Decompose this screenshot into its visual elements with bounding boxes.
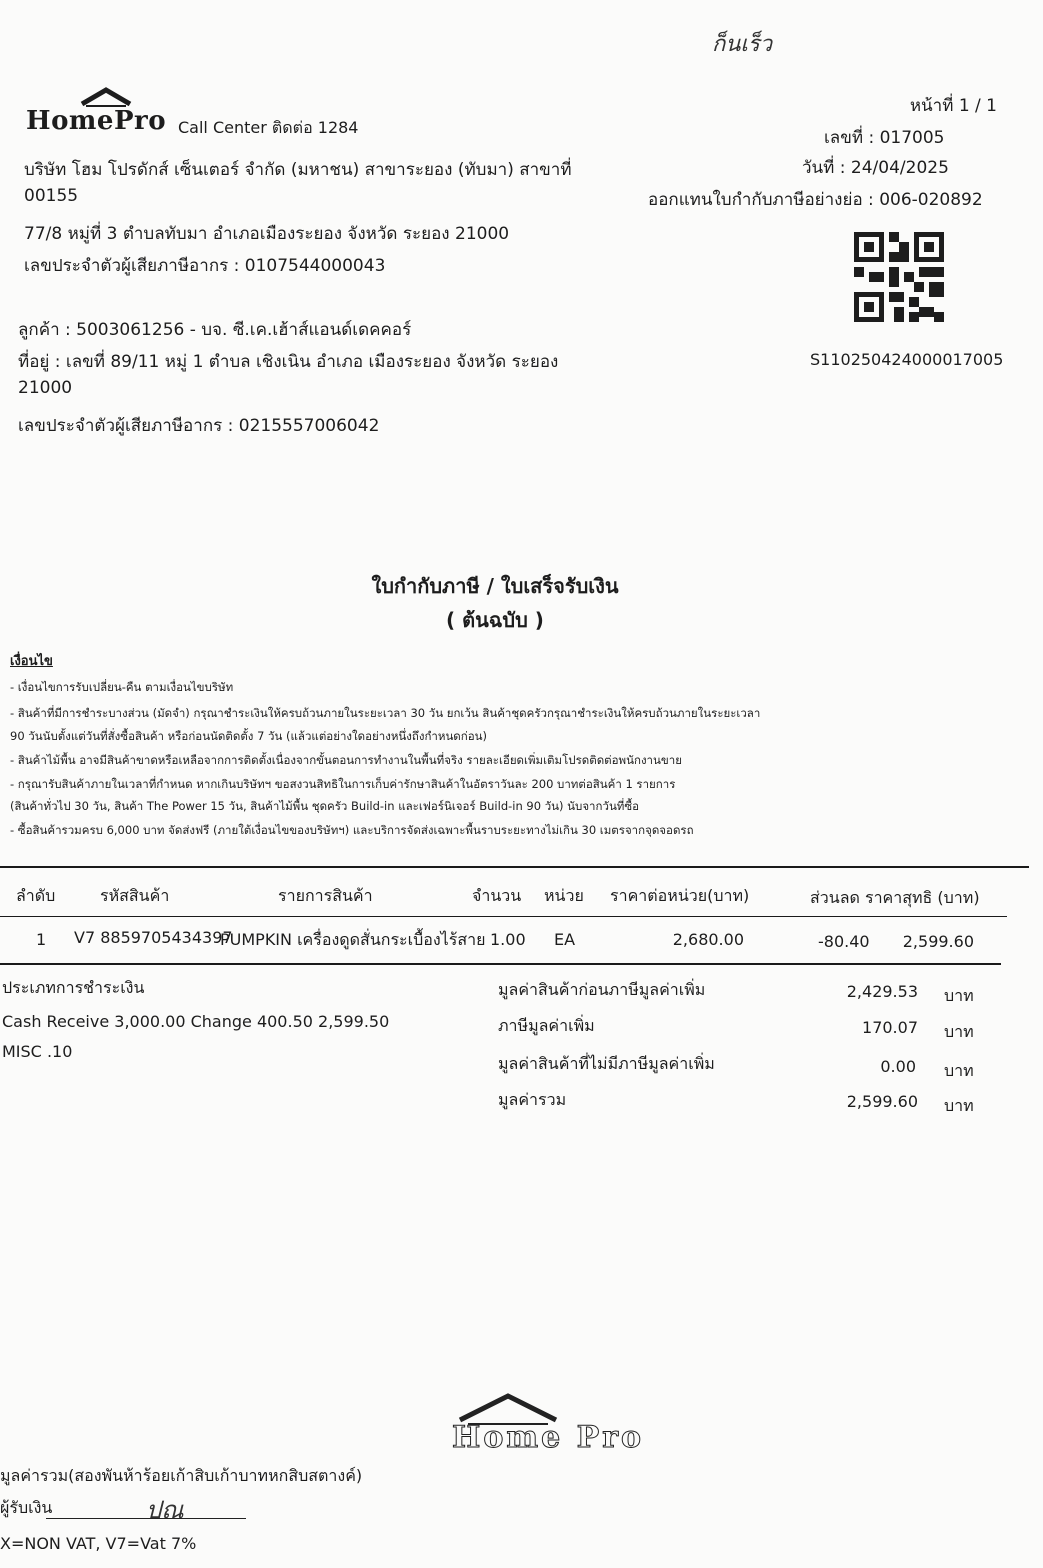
header-seq: ลำดับ	[16, 886, 56, 905]
receiver-signature: ปณ	[146, 1496, 184, 1524]
total-unit: บาท	[944, 1096, 974, 1115]
document-copy-type: ( ต้นฉบับ )	[446, 608, 544, 632]
total-unit: บาท	[944, 1061, 974, 1080]
row-desc: PUMPKIN เครื่องดูดสั่นกระเบื้องไร้สาย	[220, 930, 486, 949]
total-value-grand: 2,599.60	[846, 1092, 918, 1111]
table-header-rule	[0, 916, 1007, 917]
conditions-heading: เงื่อนไข	[10, 654, 53, 669]
row-price: 2,680.00	[672, 930, 744, 949]
customer-address: ที่อยู่ : เลขที่ 89/11 หมู่ 1 ตำบล เชิงเนิน อำเภอ เมืองระยอง จังหวัด ระยอง	[18, 352, 559, 372]
total-label-vat: ภาษีมูลค่าเพิ่ม	[498, 1016, 595, 1035]
table-top-rule	[0, 866, 1029, 868]
qr-code-text: S110250424000017005	[810, 350, 1004, 369]
header-unit: หน่วย	[544, 886, 584, 905]
total-value-vat: 170.07	[862, 1018, 918, 1037]
payment-misc: MISC .10	[2, 1042, 73, 1061]
row-seq: 1	[36, 930, 47, 949]
company-address: 77/8 หมู่ที่ 3 ตำบลทับมา อำเภอเมืองระยอง จังหวัด ระยอง 21000	[24, 224, 510, 244]
company-name: บริษัท โฮม โปรดักส์ เซ็นเตอร์ จำกัด (มหาชน) สาขาระยอง (ทับมา) สาขาที่	[24, 160, 572, 180]
row-net: 2,599.60	[902, 932, 974, 951]
condition-item: - สินค้าไม้พื้น อาจมีสินค้าขาดหรือเหลือจากการติดตั้งเนื่องจากขั้นตอนการทำงานในพื้นที่จริง รายละเอียดเพิ่มเติมโปรดติดต่อพนักงานขาย	[10, 753, 682, 767]
row-qty: 1.00	[490, 930, 526, 949]
condition-item: (สินค้าทั่วไป 30 วัน, สินค้า The Power 15 วัน, สินค้าไม้พื้น ชุดครัว Build-in และเฟอร์นิเจอร์ Build-in 90 วัน) นับจากวันที่ซื้อ	[10, 799, 640, 813]
condition-item: 90 วันนับตั้งแต่วันที่สั่งซื้อสินค้า หรือก่อนนัดติดตั้ง 7 วัน (แล้วแต่อย่างใดอย่างหนึ่งถึงกำหนดก่อน)	[10, 729, 487, 743]
logo-text: HomePro	[26, 106, 167, 136]
row-code: V7 8859705434397	[74, 928, 233, 947]
customer-postcode: 21000	[18, 378, 73, 398]
receiver-label: ผู้รับเงิน	[0, 1498, 53, 1517]
customer-name: ลูกค้า : 5003061256 - บจ. ซี.เค.เฮ้าส์แอนด์เดคคอร์	[18, 320, 412, 340]
total-label-before-vat: มูลค่าสินค้าก่อนภาษีมูลค่าเพิ่ม	[498, 980, 706, 999]
total-value-non-vat: 0.00	[880, 1057, 916, 1076]
payment-cash: Cash Receive 3,000.00 Change 400.50 2,599.50	[2, 1012, 390, 1031]
table-bottom-rule	[0, 963, 1001, 965]
row-unit: EA	[554, 930, 576, 949]
total-label-grand: มูลค่ารวม	[498, 1090, 567, 1109]
customer-tax-id: เลขประจำตัวผู้เสียภาษีอากร : 0215557006042	[18, 416, 380, 436]
header-discount-net: ส่วนลด ราคาสุทธิ (บาท)	[810, 888, 980, 907]
doc-date: วันที่ : 24/04/2025	[802, 158, 949, 178]
total-unit: บาท	[944, 1022, 974, 1041]
homepro-logo	[26, 86, 171, 140]
header-price: ราคาต่อหน่วย(บาท)	[610, 886, 750, 905]
company-branch: 00155	[24, 186, 79, 206]
header-code: รหัสสินค้า	[100, 886, 170, 905]
header-qty: จำนวน	[472, 886, 522, 905]
condition-item: - กรุณารับสินค้าภายในเวลาที่กำหนด หากเกินบริษัทฯ ขอสงวนสิทธิในการเก็บค่ารักษาสินค้าในอัตราวันละ 200 บาทต่อสินค้า 1 รายการ	[10, 777, 676, 791]
handwritten-note: ก็นเร็ว	[712, 32, 773, 57]
page-number: หน้าที่ 1 / 1	[909, 96, 997, 116]
condition-item: - ซื้อสินค้ารวมครบ 6,000 บาท จัดส่งฟรี (ภายใต้เงื่อนไขของบริษัทฯ) และบริการจัดส่งเฉพาะพื้นราบระยะทางไม่เกิน 30 เมตรจากจุดจอดรถ	[10, 823, 694, 837]
amount-in-words: มูลค่ารวม(สองพันห้าร้อยเก้าสิบเก้าบาทหกสิบสตางค์)	[0, 1466, 363, 1485]
condition-item: - เงื่อนไขการรับเปลี่ยน-คืน ตามเงื่อนไขบริษัท	[10, 680, 234, 694]
doc-replaces: ออกแทนใบกำกับภาษีอย่างย่อ : 006-020892	[648, 190, 983, 210]
total-unit: บาท	[944, 986, 974, 1005]
payment-heading: ประเภทการชำระเงิน	[2, 978, 145, 997]
condition-item: - สินค้าที่มีการชำระบางส่วน (มัดจำ) กรุณาชำระเงินให้ครบถ้วนภายในระยะเวลา 30 วัน ยกเว้น สินค้าชุดครัวกรุณาชำระเงินให้ครบถ้วนภายในระยะเวลา	[10, 706, 761, 720]
call-center: Call Center ติดต่อ 1284	[178, 118, 359, 137]
qr-code	[854, 232, 944, 326]
vat-note: X=NON VAT, V7=Vat 7%	[0, 1534, 197, 1553]
total-label-non-vat: มูลค่าสินค้าที่ไม่มีภาษีมูลค่าเพิ่ม	[498, 1054, 715, 1073]
doc-number: เลขที่ : 017005	[824, 128, 945, 148]
row-discount: -80.40	[818, 932, 870, 951]
total-value-before-vat: 2,429.53	[846, 982, 918, 1001]
document-title: ใบกำกับภาษี / ใบเสร็จรับเงิน	[371, 574, 619, 598]
stamp-text: Home Pro	[452, 1420, 645, 1455]
company-tax-id: เลขประจำตัวผู้เสียภาษีอากร : 0107544000043	[24, 256, 386, 276]
company-stamp	[450, 1390, 645, 1455]
header-desc: รายการสินค้า	[278, 886, 373, 905]
